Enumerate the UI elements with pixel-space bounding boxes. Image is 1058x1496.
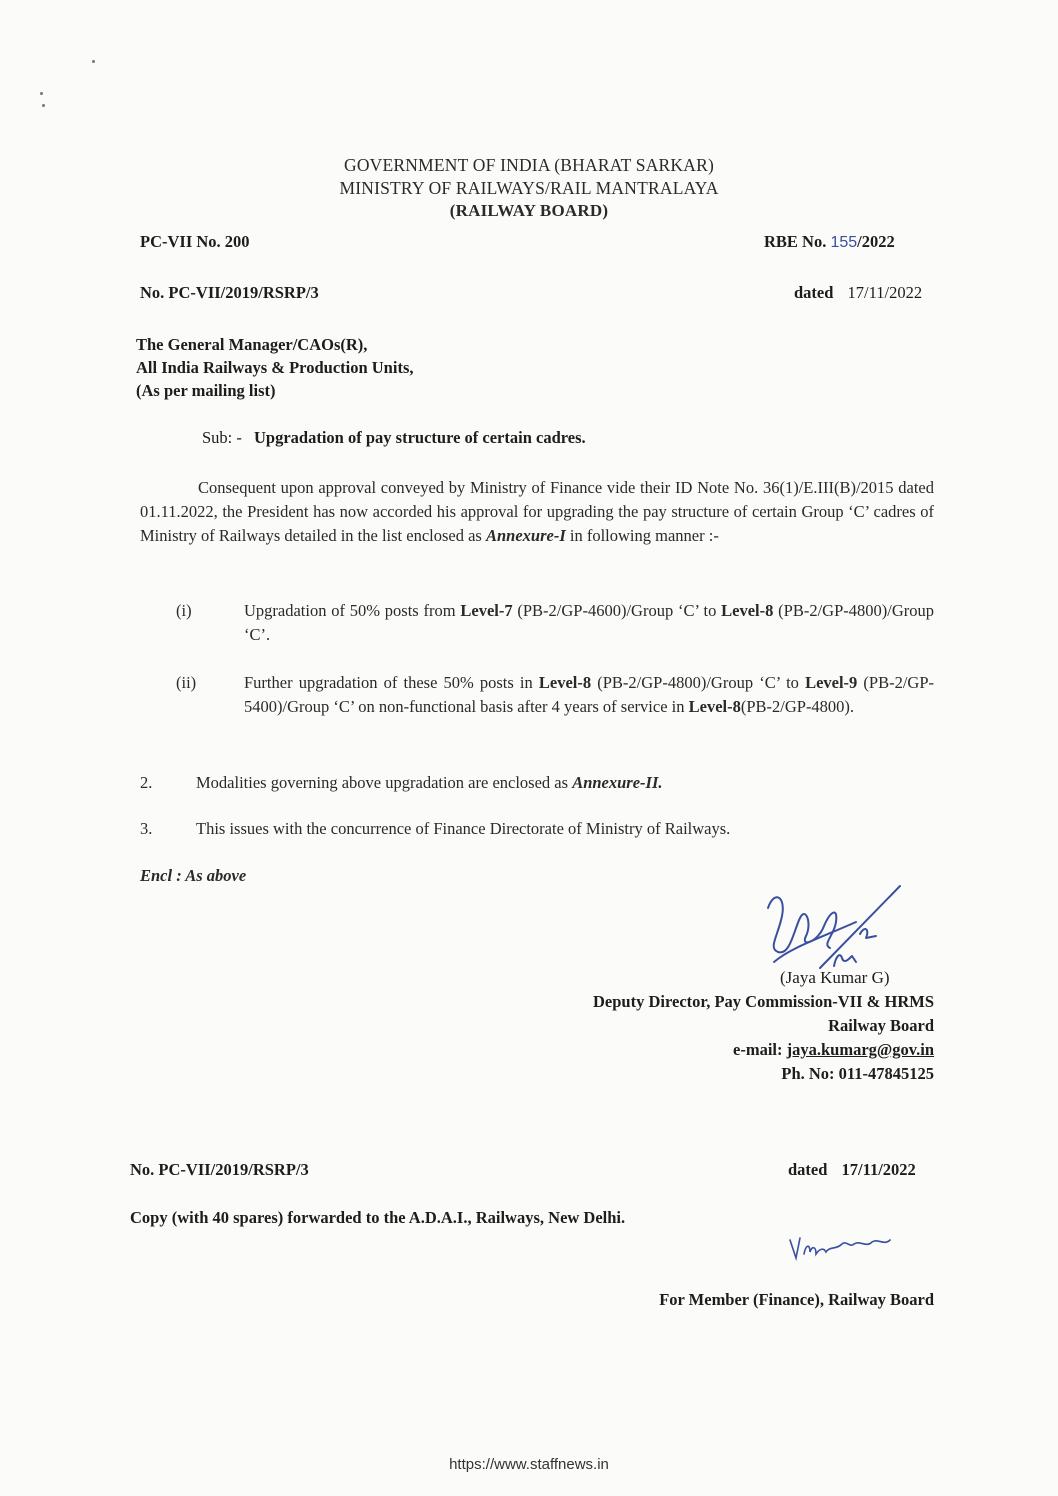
item-2-text-a: Further upgradation of these 50% posts in (244, 673, 533, 692)
scan-speck (40, 92, 43, 95)
rbe-prefix: RBE No. (764, 232, 827, 251)
signatory-phone: Ph. No: 011-47845125 (781, 1064, 934, 1083)
copy-dated-line (788, 1160, 916, 1180)
paragraph-2 (196, 771, 663, 795)
copy-file-number: No. PC-VII/2019/RSRP/3 (130, 1160, 309, 1179)
signatory-office: Railway Board (828, 1016, 934, 1035)
item-2-text-d: (PB-2/GP-4800). (740, 697, 855, 716)
header-line-2: MINISTRY OF RAILWAYS/RAIL MANTRALAYA (339, 178, 719, 198)
scan-speck (92, 60, 95, 63)
item-1-text-c: (PB-2/GP-4800)/Group ‘C’. (244, 601, 935, 644)
copy-forward-text: Copy (with 40 spares) forwarded to the A.D.A.I., Railways, New Delhi. (130, 1208, 626, 1227)
subject-text: Upgradation of pay structure of certain cadres. (254, 428, 586, 447)
paragraph-1-tail: in following manner :- (569, 526, 719, 545)
pc-number: PC-VII No. 200 (140, 232, 250, 251)
item-1-level-8: Level-8 (721, 601, 774, 620)
item-1-number: (i) (176, 601, 192, 620)
subject-line (202, 428, 586, 448)
addressee-line-3: (As per mailing list) (136, 381, 276, 400)
addressee-line-2: All India Railways & Production Units, (136, 358, 414, 377)
item-2 (244, 671, 934, 719)
signatory-email-line (733, 1040, 934, 1060)
paragraph-3-number: 3. (140, 819, 153, 838)
item-2-level-8-b: Level-8 (688, 697, 741, 716)
rbe-handwritten-number: 155 (830, 234, 858, 251)
item-2-text-c: (PB-2/GP-5400)/Group ‘C’ on non-functional basis after 4 years of service in (244, 673, 935, 716)
item-2-number: (ii) (176, 673, 197, 692)
copy-dated-label: dated (788, 1160, 828, 1179)
annexure-1-ref: Annexure-I (485, 526, 566, 545)
rbe-suffix: /2022 (857, 232, 895, 251)
paragraph-3: This issues with the concurrence of Finance Directorate of Ministry of Railways. (196, 819, 731, 838)
item-1-text-a: Upgradation of 50% posts from (244, 601, 456, 620)
paragraph-1 (140, 476, 934, 548)
paragraph-1-text: Consequent upon approval conveyed by Ministry of Finance vide their ID Note No. 36(1)/E.III(B)/2015 dated 01.11.2022, the President has now accorded his approval for upgrading the pay structure of certain Group ‘C’ cadres of Ministry of Railways detailed in the list enclosed as (140, 478, 934, 545)
item-1-level-7: Level-7 (460, 601, 513, 620)
rbe-number (764, 232, 895, 252)
addressee-line-1: The General Manager/CAOs(R), (136, 335, 368, 354)
item-2-level-8: Level-8 (538, 673, 592, 692)
email-label: e-mail: (733, 1040, 783, 1059)
signatory-name: (Jaya Kumar G) (780, 968, 890, 987)
signatory-designation: Deputy Director, Pay Commission-VII & HRMS (593, 992, 934, 1011)
copy-dated-value: 17/11/2022 (841, 1160, 916, 1179)
dated-value: 17/11/2022 (847, 283, 923, 302)
item-2-text-b: (PB-2/GP-4800)/Group ‘C’ to (597, 673, 799, 692)
item-2-level-9: Level-9 (805, 673, 858, 692)
item-1-text-b: (PB-2/GP-4600)/Group ‘C’ to (517, 601, 717, 620)
enclosure-note: Encl : As above (140, 866, 247, 885)
header-line-1: GOVERNMENT OF INDIA (BHARAT SARKAR) (344, 155, 714, 175)
initials-signature-icon (786, 1226, 896, 1264)
annexure-2-ref: Annexure-II. (572, 773, 663, 792)
scan-speck (42, 104, 45, 107)
dated-label: dated (794, 283, 834, 302)
paragraph-2-number: 2. (140, 773, 153, 792)
file-number: No. PC-VII/2019/RSRP/3 (140, 283, 319, 302)
subject-label: Sub: - (202, 428, 242, 447)
header-line-3: (RAILWAY BOARD) (449, 201, 609, 220)
footer-url[interactable]: https://www.staffnews.in (449, 1456, 609, 1473)
for-member-finance: For Member (Finance), Railway Board (659, 1290, 934, 1309)
email-link[interactable]: jaya.kumarg@gov.in (786, 1040, 934, 1059)
item-1 (244, 599, 934, 647)
dated-line (794, 283, 922, 303)
paragraph-2-text: Modalities governing above upgradation are enclosed as (196, 773, 569, 792)
